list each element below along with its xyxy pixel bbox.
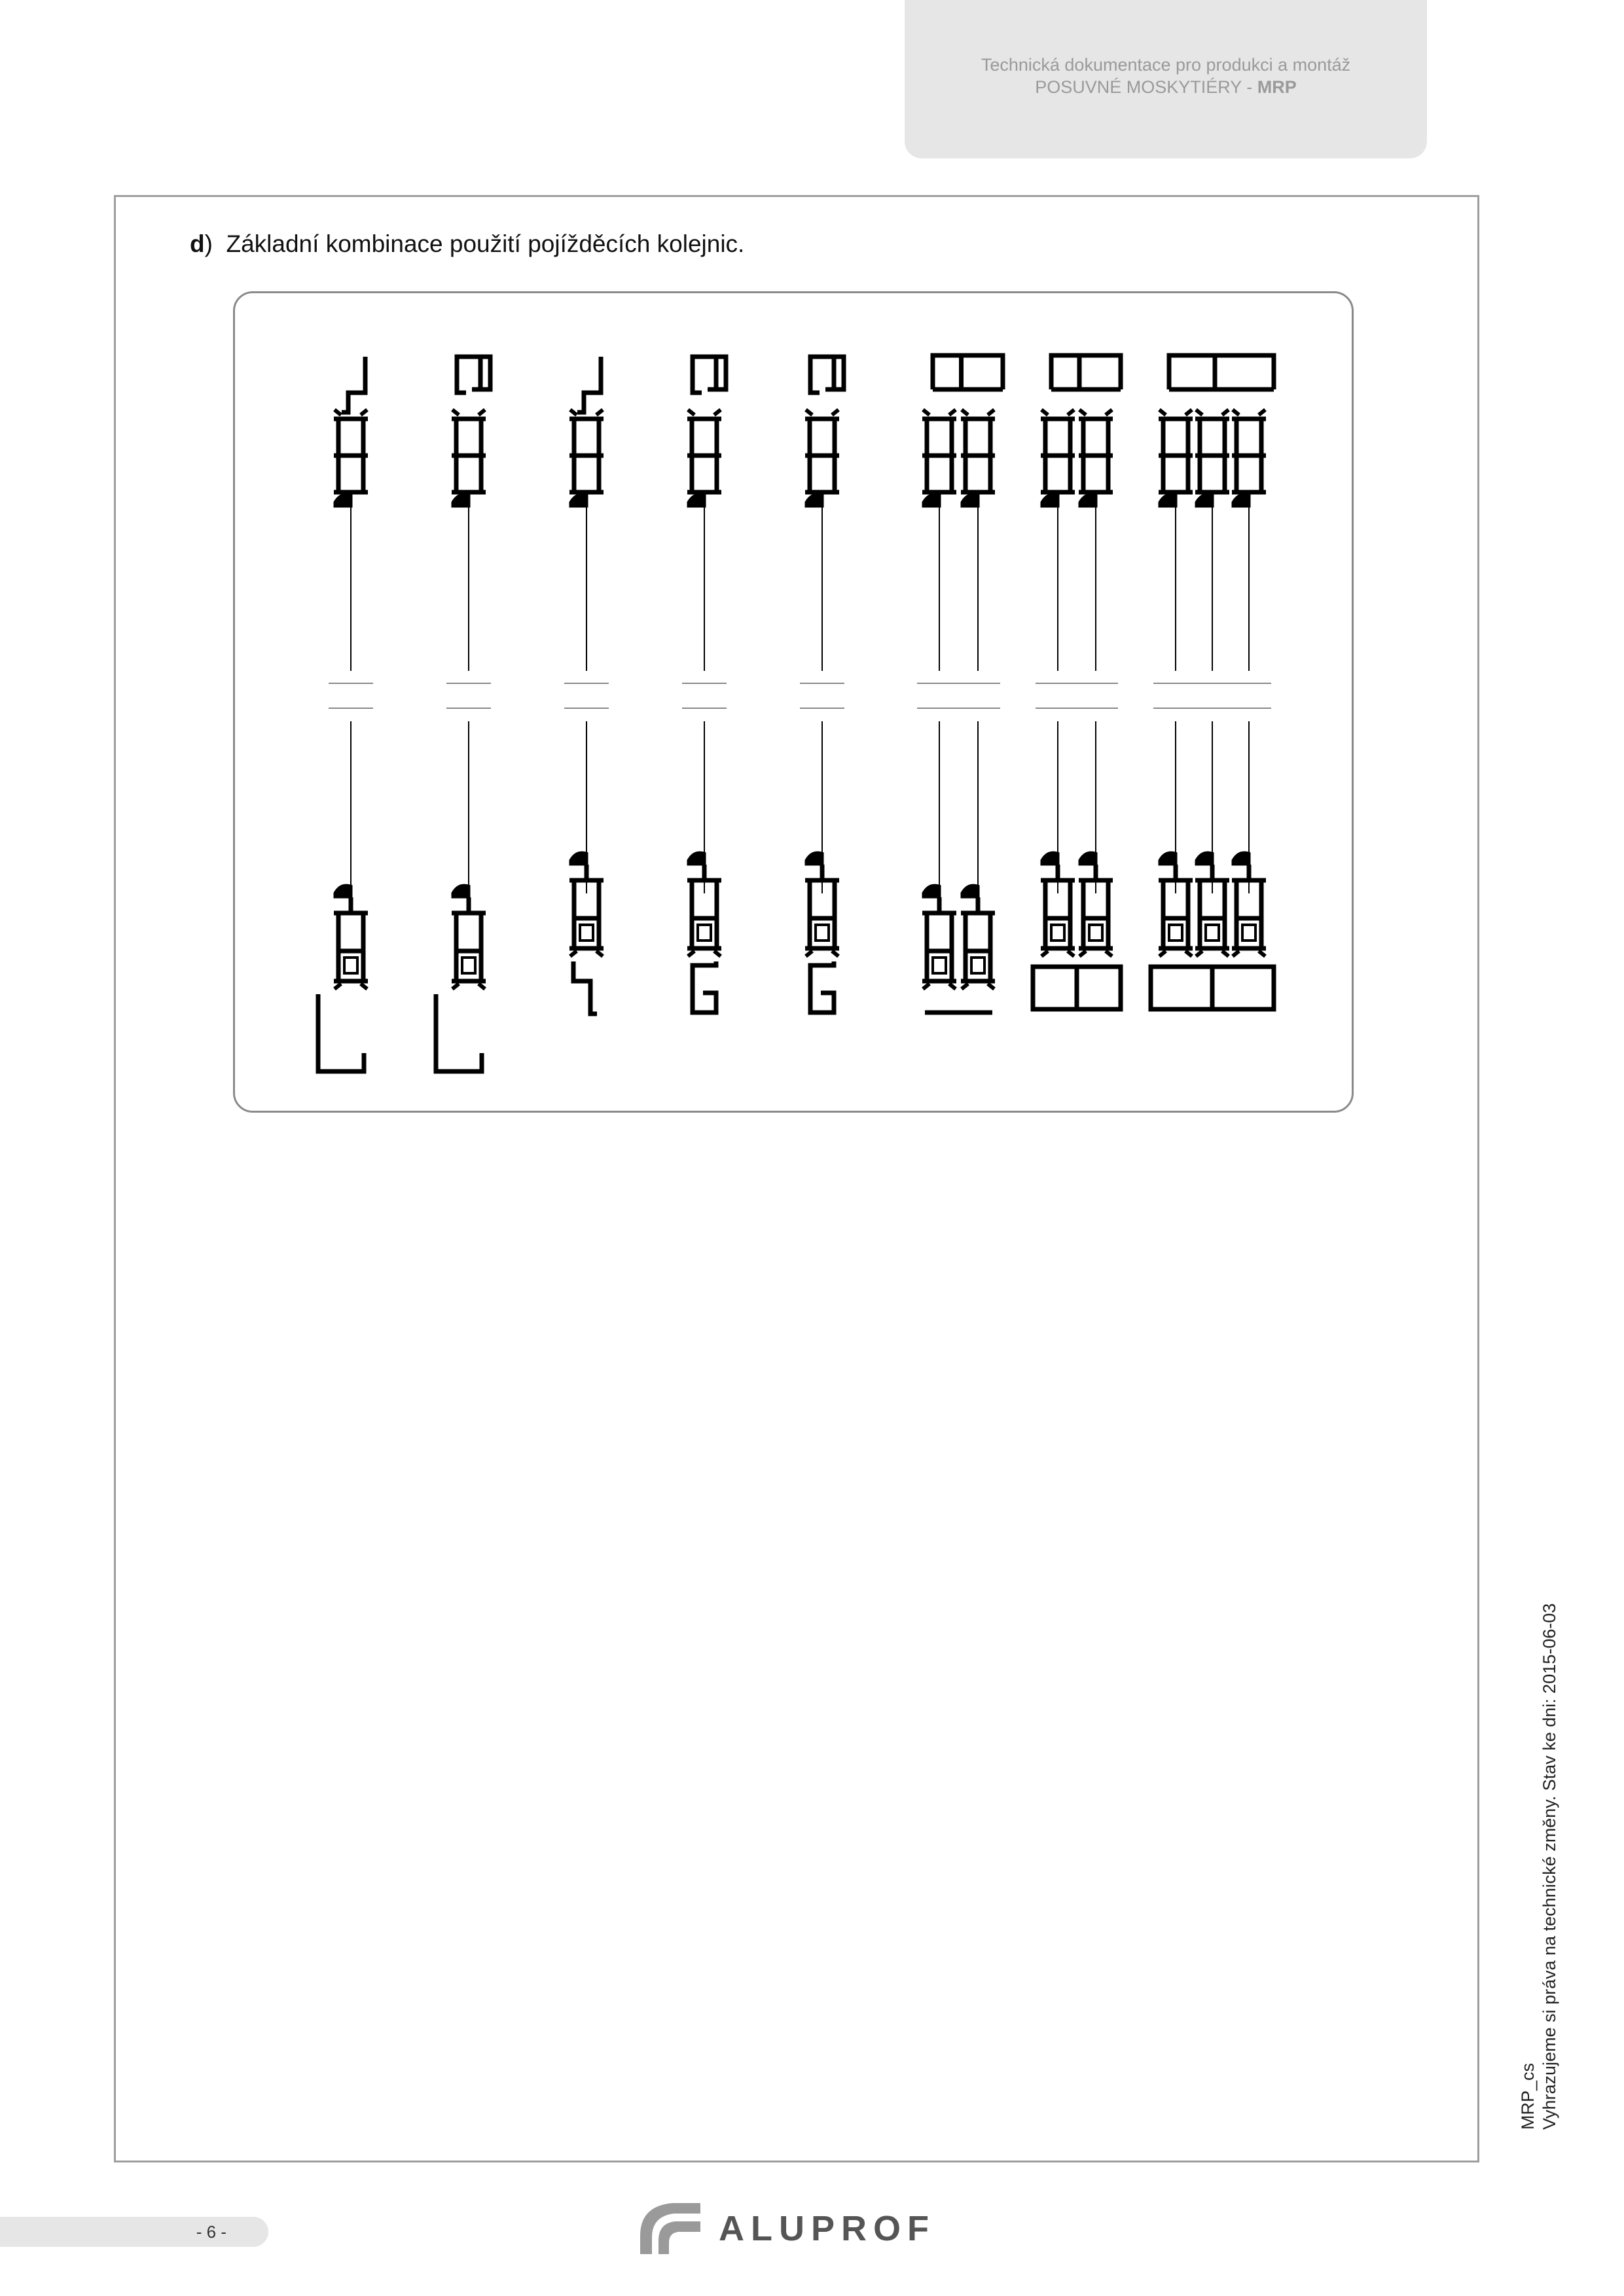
aluprof-logo-icon (635, 2197, 707, 2257)
logo-text: ALUPROF (719, 2209, 935, 2248)
section-heading (190, 230, 744, 258)
rail-combination-set (318, 355, 1274, 1071)
side-note (1517, 1604, 1561, 2130)
rail-combination-5 (800, 357, 844, 1013)
header-tab (905, 0, 1427, 158)
rail-combination-4 (682, 357, 727, 1013)
page-number: - 6 - (196, 2222, 226, 2242)
header-doc-title: Technická dokumentace pro produkci a montáž (981, 55, 1351, 75)
change-notice: Vyhrazujeme si práva na technické změny. Stav ke dni: 2015-06-03 (1540, 1603, 1559, 2130)
aluprof-logo (635, 2194, 962, 2259)
header-product-title: POSUVNÉ MOSKYTIÉRY - MRP (1035, 77, 1297, 97)
rail-combination-2 (436, 357, 491, 1071)
rail-combination-1 (318, 357, 373, 1071)
rail-combination-7 (1033, 355, 1121, 1009)
document-code: MRP_cs (1518, 2062, 1538, 2130)
section-paren: ) (204, 230, 213, 257)
section-title: Základní kombinace použití pojížděcích kolejnic. (226, 230, 745, 257)
rail-combinations-diagram (233, 291, 1354, 1113)
rail-combination-8 (1151, 355, 1274, 1009)
rail-combination-3 (564, 357, 609, 1014)
section-letter: d (190, 230, 205, 257)
rail-combination-6 (917, 355, 1003, 1013)
page-number-tab (0, 2217, 268, 2247)
